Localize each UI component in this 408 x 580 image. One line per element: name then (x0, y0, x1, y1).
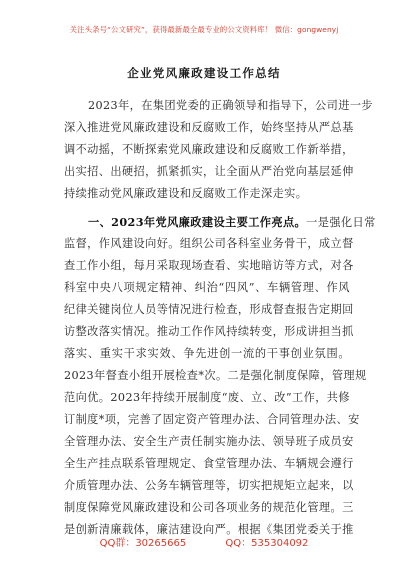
body-line: 是创新清廉载体，廉洁建设向严。根据《集团党委关于推 (64, 523, 354, 536)
body-line: 访整改落实情况。推动工作作风持续转变，形成讲担当抓 (64, 325, 354, 338)
body-line: 持续推动党风廉政建设和反腐败工作走深走实。 (64, 187, 308, 200)
body-line: 出实招、出硬招，抓紧抓实，让全面从严治党向基层延伸 (64, 165, 354, 178)
footer-contact (0, 534, 408, 549)
body-line: 监督，作风建设向好。组织公司各科室业务骨干，成立督 (64, 237, 354, 250)
body-line: 深入推进党风廉政建设和反腐败工作，始终坚持从严总基 (64, 121, 354, 134)
footer-qq: QQ：535304092 (225, 538, 309, 549)
body-line: 查工作小组，每月采取现场查看、实地暗访等方式，对各 (64, 259, 354, 272)
section-heading-line (88, 214, 376, 230)
section-heading: 一、2023年党风廉政建设主要工作亮点。 (88, 215, 307, 229)
body-line: 2023年督查小组开展检查*次。二是强化制度保障，管理规 (64, 369, 367, 382)
body-line: 科室中央八项规定精神、纠治“四风”、车辆管理、作风 (64, 281, 350, 294)
body-line: 全生产挂点联系管理规定、食堂管理办法、车辆规会遵行 (64, 457, 354, 470)
body-line: 2023年，在集团党委的正确领导和指导下，公司进一步 (88, 99, 373, 112)
body-line: 全管理办法、安全生产责任制实施办法、领导班子成员安 (64, 435, 354, 448)
document-title: 企业党风廉政建设工作总结 (127, 66, 281, 80)
body-line: 介质管理办法、公务车辆管理等，切实把规矩立起来，以 (64, 479, 354, 492)
body-line: 落实、重实干求实效、争先进创一流的干事创业氛围。 (64, 347, 350, 360)
body-line: 调不动摇，不断探索党风廉政建设和反腐败工作新举措， (64, 143, 354, 156)
body-line: 范向优。2023年持续开展制度“废、立、改”工作，共修 (64, 391, 350, 404)
body-line: 制度保障党风廉政建设和公司各项业务的规范化管理。三 (64, 501, 354, 514)
header-banner: 关注头条号“公文研究”，获得最新最全最专业的公文资料库！ 微信：gongwenyj (69, 25, 339, 34)
heading-line-rest: 一是强化日常 (306, 216, 376, 229)
footer-qq-group: QQ群：30265665 (99, 538, 187, 549)
body-line: 订制度*项，完善了固定资产管理办法、合同管理办法、安 (64, 413, 360, 426)
body-line: 纪律关键岗位人员等情况进行检查，形成督查报告定期回 (64, 303, 354, 316)
